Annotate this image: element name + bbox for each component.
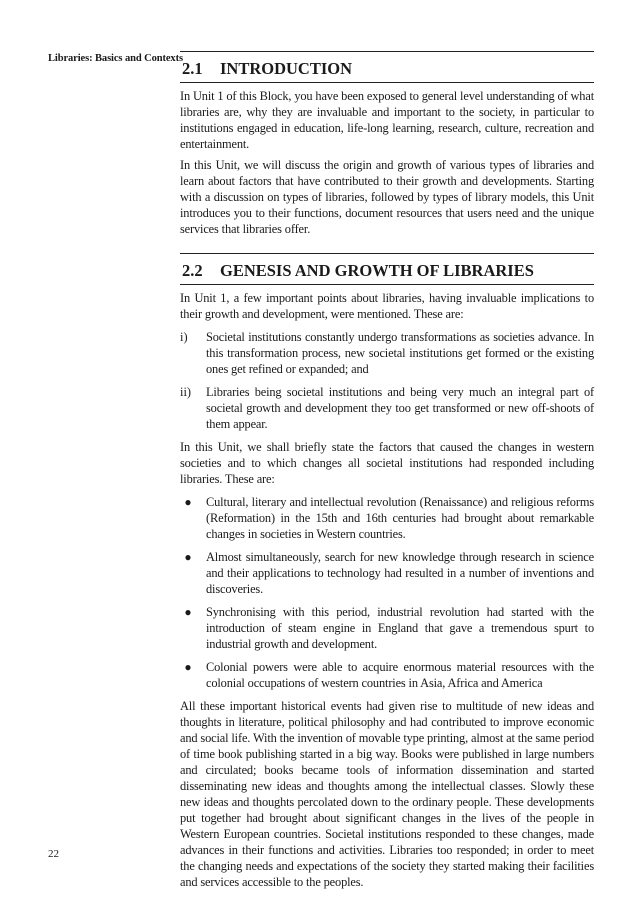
page-content xyxy=(180,51,594,890)
list-item-text: Libraries being societal institutions and being very much an integral part of societal growth and development they too get transformed or new off-shoots of them appear. xyxy=(206,385,594,431)
page-number: 22 xyxy=(48,848,59,860)
list-item-text: Societal institutions constantly undergo transformations as societies advance. In this transformation process, new societal institutions get formed or the existing ones get refined or expanded; and xyxy=(206,330,594,376)
bullet-list-item xyxy=(180,604,594,652)
section-title: INTRODUCTION xyxy=(220,59,353,78)
section-genesis xyxy=(180,253,594,890)
section-heading xyxy=(180,52,594,82)
paragraph: All these important historical events had given rise to multitude of new ideas and thoughts in literature, political philosophy and had contributed to improve economic and social life. With the invention of movable type printing, almost at the same period of time book publishing started in a big way. Books were published in large numbers and circulated; books became tools of information dissemination and started disseminating new ideas and thoughts among the intellectual classes. Slowly these new ideas and thoughts percolated down to the ordinary people. These developments put together had brought about significant changes in the lives of the people in Western European countries. Societal institutions responded to these changes, made advances in their functions and activities. Libraries too responded; in order to meet the changing needs and expectations of the society they started making their facilities and services accessible to the peoples. xyxy=(180,699,594,889)
bullet-icon: ● xyxy=(184,495,192,509)
numbered-list-item xyxy=(180,384,594,432)
running-head: Libraries: Basics and Contexts xyxy=(48,53,183,64)
bullet-icon: ● xyxy=(184,660,192,674)
paragraph: In this Unit, we shall briefly state the factors that caused the changes in western societies and to which changes all societal institutions had responded including libraries. These are: xyxy=(180,440,594,486)
numbered-list-item xyxy=(180,329,594,377)
section-bottom-rule xyxy=(180,82,594,83)
bullet-icon: ● xyxy=(184,605,192,619)
section-number: 2.2 xyxy=(182,261,203,280)
bullet-icon: ● xyxy=(184,550,192,564)
section-title: GENESIS AND GROWTH OF LIBRARIES xyxy=(220,261,534,280)
paragraph: In this Unit, we will discuss the origin and growth of various types of libraries and learn about factors that have contributed to their growth and developments. Starting with a discussion on types of libraries, followed by types of library models, this Unit introduces you to their functions, document resources that users need and the unique services that libraries offer. xyxy=(180,158,594,236)
section-number: 2.1 xyxy=(182,59,203,78)
bullet-list-item xyxy=(180,494,594,542)
list-item-text: Almost simultaneously, search for new knowledge through research in science and their applications to technology had resulted in a number of inventions and discoveries. xyxy=(206,550,594,596)
bullet-list xyxy=(180,494,594,691)
section-introduction xyxy=(180,51,594,237)
section-bottom-rule xyxy=(180,284,594,285)
bullet-list-item xyxy=(180,549,594,597)
paragraph: In Unit 1, a few important points about libraries, having invaluable implications to their growth and development, were mentioned. These are: xyxy=(180,291,594,321)
list-item-text: Synchronising with this period, industrial revolution had started with the introduction of steam engine in England that gave a tremendous spurt to industrial growth and development. xyxy=(206,605,594,651)
list-item-text: Colonial powers were able to acquire enormous material resources with the colonial occupations of western countries in Asia, Africa and America xyxy=(206,660,594,690)
list-marker: i) xyxy=(180,330,188,344)
bullet-list-item xyxy=(180,659,594,691)
section-heading xyxy=(180,254,594,284)
list-item-text: Cultural, literary and intellectual revolution (Renaissance) and religious reforms (Reformation) in the 15th and 16th centuries had brought about remarkable changes in societies in Western countries. xyxy=(206,495,594,541)
list-marker: ii) xyxy=(180,385,192,399)
paragraph: In Unit 1 of this Block, you have been exposed to general level understanding of what libraries are, why they are invaluable and important to the society, in particular to institutions engaged in education, life-long learning, research, culture, recreation and entertainment. xyxy=(180,89,594,151)
